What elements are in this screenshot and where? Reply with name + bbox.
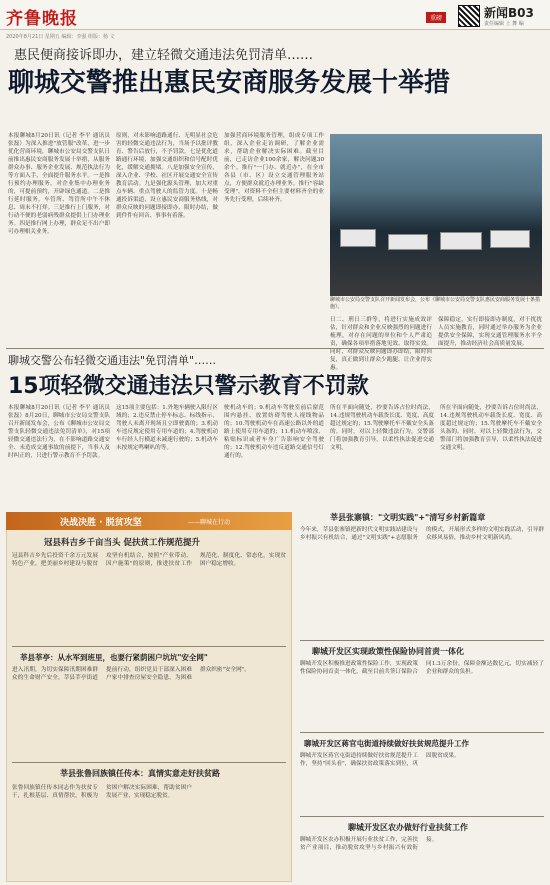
second-body-col5: 所在平面向随处，抄要告诉占位时尚法，14.违规驾驶机动车载货长度、宽度、高度超过规定的；15.驾驶摩托车不戴安全头盔的。同时，对以上轻微违法行为，交警部门将加强教育引导，以柔性执法促进交通文明。 — [440, 405, 542, 451]
second-kicker: 聊城交警公布轻微交通违法"免罚清单"…… — [8, 354, 217, 367]
feature-banner-title: 决战决胜 · 脱贫攻坚 — [60, 518, 142, 528]
qr-code-icon — [458, 5, 480, 27]
feature-sub3-body: 张鲁回族镇任传本同志作为扶贫专干，扎根基层、真情帮扶，积极为贫困户解决实际困难，帮助贫困户发展产业，实现稳定脱贫。 — [12, 785, 192, 799]
second-headline: 15项轻微交通违法只警示教育不罚款 — [8, 374, 369, 399]
second-body-col3: 驶机动车的；9.机动车驾驶室前后窗范围内悬挂、放置妨碍驾驶人视线物品的；10.驾驶机动车在高速公路以外的道路上使用专用车道的；11.机动车喷涂、粘贴标识或者车身广告影响安全驾驶的；12.驾驶机动车违反道路交通信号灯通行的。 — [224, 405, 324, 459]
section-label: 新闻B03 — [484, 6, 534, 20]
feature-divider-1 — [12, 646, 286, 647]
feature-banner — [6, 512, 292, 530]
right-item4-body: 聊城开发区农办积极开展行业扶贫工作，完善扶贫产业项目，推动脱贫攻坚与乡村振兴有效衔接。 — [300, 837, 438, 851]
right-item1-body: 今年来，莘县张寨镇把新时代文明实践站建设与乡村振兴有机结合，通过"文明实践"+志愿服务的模式，开展形式多样的文明实践活动，引导群众移风易俗，推动乡村文明新风尚。 — [300, 527, 544, 541]
lead-body-col3: 加强营商环境服务管理，组成专项工作组，深入企业走访调研，了解企业需求，帮助企业解决实际困难。截至目前，已走访企业100余家，解决问题30余个。推行"一门办、就近办"，在全市各县（市、区）设立交通管理服务站点，方便群众就近办理业务。推行"容缺受理"，对资料不全但主要材料齐全的业务先行受理，后续补齐。 — [224, 133, 324, 203]
right-item3-title: 聊城开发区蒋官屯街道持续做好扶贫规范提升工作 — [304, 739, 469, 748]
right-divider-2 — [300, 732, 544, 733]
feature-sub1-title: 冠县科吉乡千亩当头 促扶贫工作规范提升 — [44, 538, 200, 548]
feature-sub1-body: 冠县科吉乡先后投资千余万元发展特色产业，把美丽乡村建设与脱贫攻坚有机结合，按照"产业带动、因户施策"的原则，推进扶贫工作规范化、制度化、常态化，实现贫困户稳定增收。 — [12, 553, 286, 567]
right-item2-title: 聊城开发区实现政策性保险协同首责一体化 — [312, 647, 464, 656]
dateline: 2020年8月21日 星期五 编辑：李强 组版：杨 文 — [6, 34, 115, 40]
right-item4-title: 聊城开发区农办做好行业扶贫工作 — [348, 823, 468, 832]
feature-banner-subtitle: ——聊城在行动 — [188, 519, 231, 526]
right-item1-title: 莘县张寨镇："文明实践"+"清写乡村新篇章 — [330, 513, 486, 522]
lead-body-col1: 本报聊城8月20日讯（记者 李平 通讯员 张磊）为深入推进"放管服"改革，进一步优化营商环境，聊城市公安局交警支队日前推出惠民安商服务发展十举措，从服务群众办事、服务企业发展、规范执法行为等方面入手，全面提升服务水平。一是推行预约办理服务，对企业集中办理业务的，可提前预约，开辟绿色通道。二是推行延时服务，车管所、驾管所中午不休息、周末不打烊。三是推行上门服务，对行动不便的老弱病残群众提供上门办理业务。四是推行网上办理，群众足不出户即可办理相关业务。 — [8, 133, 110, 235]
lead-kicker: 惠民便商接诉即办，建立轻微交通违法免罚清单…… — [14, 48, 314, 63]
photo-caption: 聊城市公安局交警支队召开新闻发布会，公布《聊城市公安局交警支队惠民安商服务发展十条措施》。 — [330, 297, 541, 310]
lead-body-col2: 原则，对未影响道路通行、无明显社会危害的轻微交通违法行为，当场予以批评教育、警告后放行，不予罚款。七是优化道路通行环境，加强交通组织和信号配时优化，缓解交通拥堵。八是加强安全宣传，深入企业、学校、社区开展交通安全宣传教育活动。九是强化源头管理，加大对重点车辆、重点驾驶人的监管力度。十是畅通投诉渠道，设立惠民安商服务热线，对群众反映的问题即接即办、限时办结，做到件件有回音、事事有着落。 — [116, 133, 218, 219]
section-tag: 重磅 — [426, 12, 446, 23]
lead-headline: 聊城交警推出惠民安商服务发展十举措 — [8, 68, 451, 98]
right-divider-3 — [300, 816, 544, 817]
section-editor: 责任编辑 上 舞 编 — [484, 21, 524, 27]
lead-body-col4: 日二、刑日三群等，将进行实施成效评估，针对群众和企业反映强烈的问题进行梳理，对存在问题的单位和个人严肃追责，确保各项举措落地见效、取得实效。同时，对群众反映问题即办即结，限时回复，真正做到让群众少跑腿、让企业得实惠。 — [330, 317, 432, 371]
second-body-col1: 本报聊城8月20日讯（记者 李平 通讯员 张磊）8月20日，聊城市公安局交警支队召开新闻发布会，公布《聊城市公安局交警支队轻微交通违法免罚清单》，对15项轻微交通违法行为，在不影响道路交通安全、未造成交通事故的前提下，当事人及时纠正的，只进行警示教育不予罚款。 — [8, 405, 110, 459]
feature-sub2-body: 进入汛期，为切实保障汛期困难群众的生命财产安全，莘县莘亭街道提前行动，组织党员干部深入困难户家中排查房屋安全隐患，为困难群众织密"安全网"。 — [12, 667, 250, 681]
feature-sub3-title: 莘县张鲁回族镇任传本：真情实意走好扶贫路 — [60, 769, 220, 778]
second-body-col4: 所在平面向随处，抄要告诉占位时尚法，14.违规驾驶机动车载货长度、宽度、高度超过规定的；15.驾驶摩托车不戴安全头盔的。同时，对以上轻微违法行为，交警部门将加强教育引导，以柔性执法促进交通文明。 — [330, 405, 434, 451]
right-item2-body: 聊城开发区积极推进政策性保险工作，实现政策性保险协同首责一体化，截至目前共签订保险合同1.3万余份，保障金额达数亿元，切实减轻了企业和群众的负担。 — [300, 661, 544, 675]
newspaper-logo: 齐鲁晚报 — [6, 9, 78, 29]
feature-sub2-title: 莘县莘亭：从水军到班里，也要行紧荫困户坑坑"安全网" — [20, 653, 208, 662]
second-body-col2: 这15项主要包括：1.外地车辆驶入限行区域的；2.违反禁止停车标志、标线指示，驾驶人未离开现场且立即驶离的；3.机动车违反规定使用专用车道的；4.驾驶机动车行经人行横道未减速行驶的；5.机动车未按规定鸣喇叭的等。 — [116, 405, 218, 451]
press-conference-photo — [330, 134, 542, 296]
right-item3-body: 聊城开发区蒋官屯街道持续做好扶贫规范提升工作，坚持"回头看"，确保扶贫政策落实到位，巩固脱贫成果。 — [300, 753, 460, 767]
right-divider-1 — [300, 640, 544, 641]
feature-divider-2 — [12, 762, 286, 763]
lead-body-col5: 保障稳定，实行即接即办制度，对干扰扰人员实施教育，同时通过举办服务为企业提供安全保障，实现交通管理服务水平全面提升，推动经济社会高质量发展。 — [438, 317, 542, 347]
divider — [6, 348, 544, 349]
